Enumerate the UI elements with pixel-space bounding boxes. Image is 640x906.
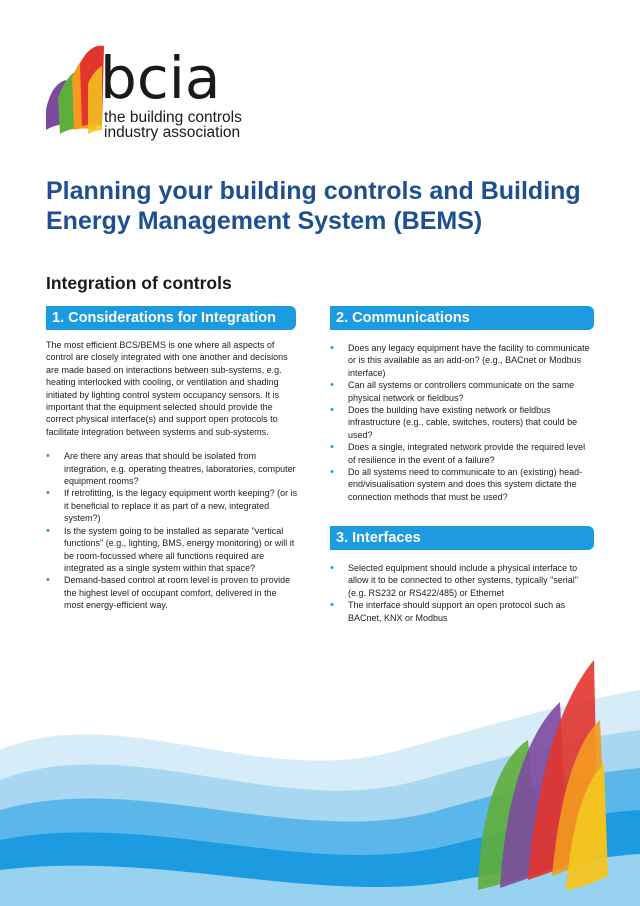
logo-wordmark	[100, 44, 242, 141]
section-heading-communications: 2. Communications	[330, 306, 594, 330]
decorative-wave-graphic	[0, 640, 640, 906]
list-item: • Does the building have existing network or fieldbus infrastructure (e.g., cable, switches, routers) that could be used?	[330, 404, 594, 441]
section-communications-body	[330, 342, 594, 503]
section-considerations-body	[46, 339, 298, 612]
list-item: • Does a single, integrated network provide the required level of resilience in the event of a failure?	[330, 441, 594, 466]
section-heading-considerations: 1. Considerations for Integration	[46, 306, 296, 330]
interfaces-list	[330, 562, 594, 624]
considerations-list	[46, 450, 298, 611]
brand-tagline-2: industry association	[104, 124, 241, 141]
list-item: • Is the system going to be installed as separate "vertical functions" (e.g., lighting, BMS, energy monitoring) or will it be room-focussed where all functions required are integrated as a single system within that space?	[46, 525, 298, 575]
list-item: • Do all systems need to communicate to an (existing) head-end/visualisation system and does this system dictate the connection methods that must be used?	[330, 466, 594, 503]
section-heading-interfaces: 3. Interfaces	[330, 526, 594, 550]
list-item: • Can all systems or controllers communicate on the same physical network or fieldbus?	[330, 379, 594, 404]
page-subtitle: Integration of controls	[46, 273, 232, 293]
list-item: • Demand-based control at room level is proven to provide the highest level of occupant comfort, delivered in the most energy-efficient way.	[46, 574, 298, 611]
list-item: • Does any legacy equipment have the facility to communicate or is this available as an add-on? (e.g., BACnet or Modbus interface)	[330, 342, 594, 379]
list-item: • The interface should support an open protocol such as BACnet, KNX or Modbus	[330, 599, 594, 624]
list-item: • Are there any areas that should be isolated from integration, e.g. operating theatres, laboratories, computer equipment rooms?	[46, 450, 298, 487]
list-item: • If retrofitting, is the legacy equipment worth keeping? (or is it beneficial to replace it as part of a new, integrated system?)	[46, 487, 298, 524]
list-item: • Selected equipment should include a physical interface to allow it to be connected to other systems, typically "serial" (e.g. RS232 or RS422/485) or Ethernet	[330, 562, 594, 599]
brand-name: bcia	[100, 44, 221, 112]
communications-list	[330, 342, 594, 503]
considerations-intro: The most efficient BCS/BEMS is one where all aspects of control are closely integrated with one another and decisions are made based on interactions between sub-systems, e.g. heating interlocked with cooling, or ventilation and shading initiated by lighting control system occupancy sensors. It is important that the equipment selected should provide the correct physical interface(s) and support open protocols to facilitate integration between systems and sub-systems.	[46, 340, 288, 437]
page-title: Planning your building controls and Building Energy Management System (BEMS)	[46, 177, 581, 235]
brand-tagline-1: the building controls	[104, 109, 242, 126]
section-interfaces-body	[330, 562, 594, 624]
